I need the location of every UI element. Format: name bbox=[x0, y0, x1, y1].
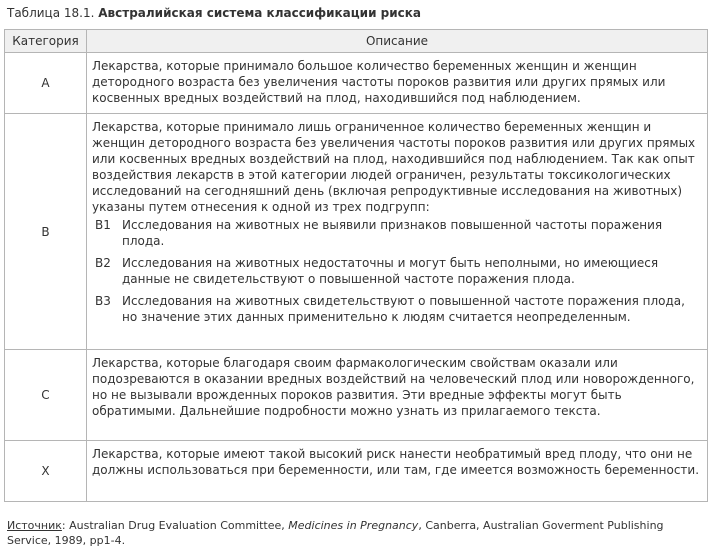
table-caption bbox=[7, 5, 421, 21]
source-note: Источник: Australian Drug Evaluation Committee, Medicines in Pregnancy, Canberra, Australian Goverment Publishing Service, 1989, pp1-4. bbox=[7, 519, 664, 547]
source-book-title: Medicines in Pregnancy bbox=[288, 519, 419, 532]
description-cell bbox=[87, 114, 708, 350]
description-text: Лекарства, которые принимало лишь ограниченное количество беременных женщин и женщин детородного возраста без увеличения частоты пороков развития или других прямых или косвенных вредных воздействий на плод, находившийся под наблюдением. Так как опыт воздействия лекарств в этой категории людей ограничен, результаты токсикологических исследований на сегодняшний день (включая репродуктивные исследования на животных) указаны путем отнесения к одной из трех подгрупп: bbox=[92, 120, 696, 214]
table-number: Таблица 18.1. bbox=[7, 6, 95, 20]
source-publication: , Canberra, Australian Goverment Publishing Service, 1989, pp1-4. bbox=[7, 519, 664, 547]
subgroup-text: Исследования на животных не выявили признаков повышенной частоты поражения плода. bbox=[122, 218, 663, 248]
subgroup-text: Исследования на животных свидетельствуют о повышенной частоте поражения плода, но значение этих данных применительно к людям считается неопределенным. bbox=[122, 294, 685, 324]
table-row bbox=[5, 53, 708, 114]
subgroup-item bbox=[92, 217, 703, 249]
description-text: Лекарства, которые имеют такой высокий риск нанести необратимый вред плоду, что они не должны использоваться при беременности, или там, где имеется возможность беременности. bbox=[92, 447, 700, 477]
category-cell: C bbox=[5, 350, 87, 441]
subgroup-code: B3 bbox=[95, 294, 111, 308]
subgroup-code: B1 bbox=[95, 218, 111, 232]
table-header-row bbox=[5, 30, 708, 53]
description-cell bbox=[87, 441, 708, 502]
subgroup-code: B2 bbox=[95, 256, 111, 270]
risk-classification-table bbox=[4, 29, 708, 502]
table-row bbox=[5, 350, 708, 441]
description-cell bbox=[87, 350, 708, 441]
subgroup-item bbox=[92, 293, 703, 325]
source-label: Источник bbox=[7, 519, 62, 532]
source-authors: Australian Drug Evaluation Committee, bbox=[69, 519, 285, 532]
description-text: Лекарства, которые принимало большое количество беременных женщин и женщин детородного возраста без увеличения частоты пороков развития или других прямых или косвенных вредных воздействий на плод, находившийся под наблюдением. bbox=[92, 59, 666, 105]
category-cell: B bbox=[5, 114, 87, 350]
subgroup-text: Исследования на животных недостаточны и могут быть неполными, но имеющиеся данные не свидетельствуют о повышенной частоте поражения плода. bbox=[122, 256, 659, 286]
table-row bbox=[5, 441, 708, 502]
category-cell: X bbox=[5, 441, 87, 502]
table-row bbox=[5, 114, 708, 350]
header-description: Описание bbox=[87, 30, 708, 53]
description-text: Лекарства, которые благодаря своим фармакологическим свойствам оказали или подозреваются в оказании вредных воздействий на человеческий плод или новорожденного, но не вызывали врожденных пороков развития. Эти вредные эффекты могут быть обратимыми. Дальнейшие подробности можно узнать из прилагаемого текста. bbox=[92, 356, 695, 418]
subgroup-item bbox=[92, 255, 703, 287]
header-category: Категория bbox=[5, 30, 87, 53]
table-title: Австралийская система классификации риска bbox=[98, 6, 422, 20]
category-cell: A bbox=[5, 53, 87, 114]
description-cell bbox=[87, 53, 708, 114]
